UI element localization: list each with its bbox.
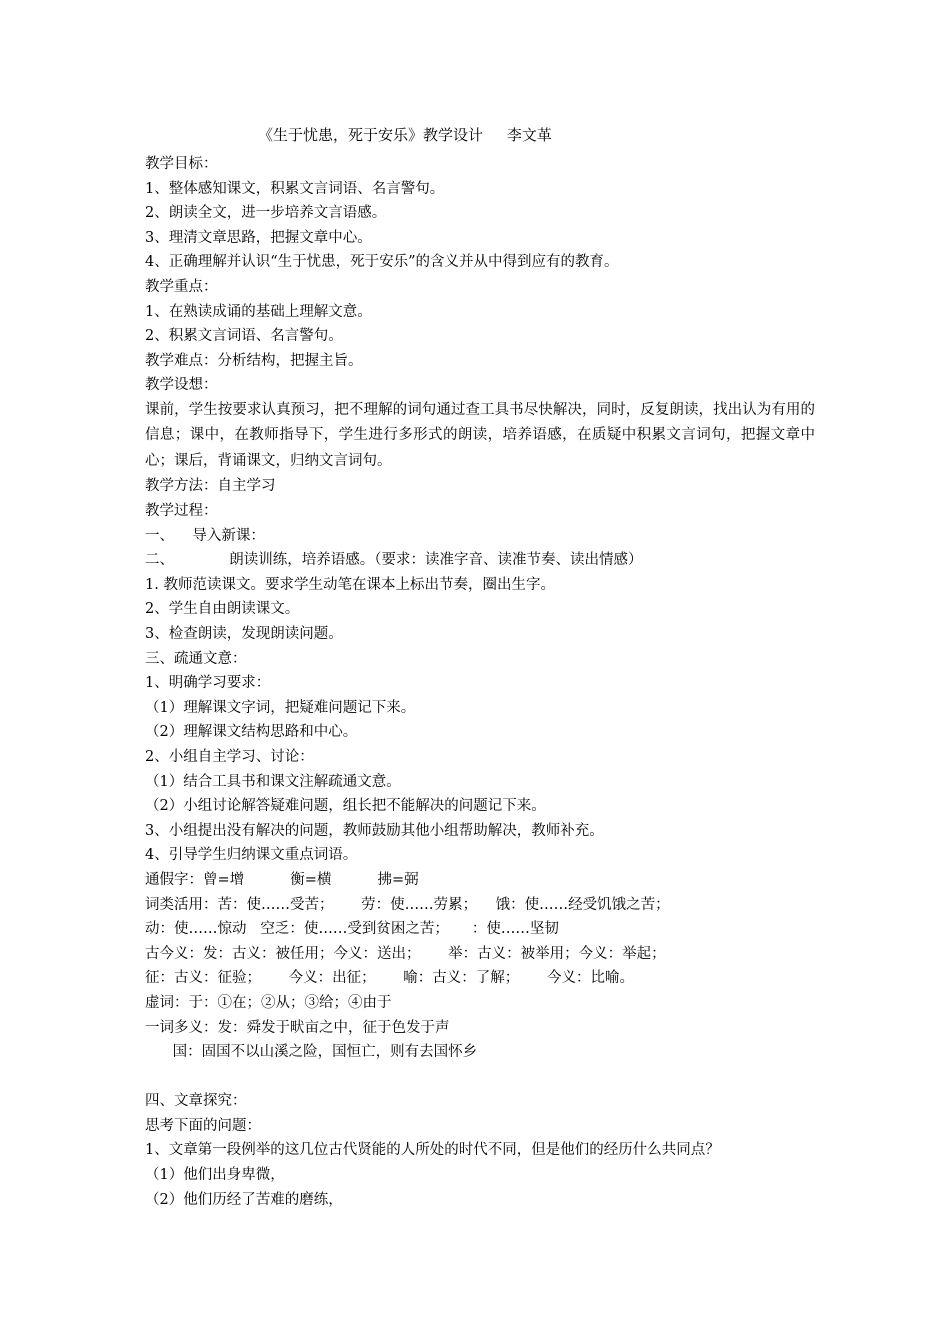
document-line: 2、学生自由朗读课文。 xyxy=(145,601,300,618)
document-line: 1. 教师范读课文。要求学生动笔在课本上标出节奏，圈出生字。 xyxy=(145,576,555,593)
document-line: （2）他们历经了苦难的磨练， xyxy=(145,1191,343,1208)
document-line: 一、 导入新课： xyxy=(145,527,265,544)
document-line: 动：使……惊动 空乏：使……受到贫困之苦； ：使……坚韧 xyxy=(145,921,559,938)
document-line: 国：固国不以山溪之险，国恒亡，则有去国怀乡 xyxy=(145,1044,478,1061)
document-line xyxy=(145,1065,815,1090)
document-line: 2、积累文言词语、名言警句。 xyxy=(145,328,343,345)
document-line: 教学过程： xyxy=(145,503,218,520)
document-line: 课前，学生按要求认真预习，把不理解的词句通过查工具书尽快解决，同时，反复朗读，找出认为有用的信息；课中，在教师指导下，学生进行多形式的朗读，培养语感，在质疑中积累文言词句，把握文章中心；课后，背诵课文，归纳文言词句。 xyxy=(145,401,815,469)
document-line: （2）小组讨论解答疑难问题，组长把不能解决的问题记下来。 xyxy=(145,798,546,815)
document-line: （1）他们出身卑微， xyxy=(145,1167,285,1184)
document-line: 三、疏通文意： xyxy=(145,650,247,667)
document-line: 四、文章探究： xyxy=(145,1093,247,1110)
document-line: 教学方法：自主学习 xyxy=(145,478,276,495)
document-line: 词类活用：苦：使……受苦； 劳：使……劳累； 饿：使……经受饥饿之苦； xyxy=(145,896,670,913)
document-line: 教学目标： xyxy=(145,156,218,172)
document-line: 教学难点：分析结构，把握主旨。 xyxy=(145,352,363,369)
document-line: 3、理清文章思路，把握文章中心。 xyxy=(145,229,372,246)
document-line: 教学设想： xyxy=(145,377,218,394)
document-line: 1、明确学习要求： xyxy=(145,675,271,692)
document-line: 教学重点： xyxy=(145,278,218,295)
document-line: 2、朗读全文，进一步培养文言语感。 xyxy=(145,205,387,222)
document-line: 4、引导学生归纳课文重点词语。 xyxy=(145,847,358,864)
document-line: 1、整体感知课文，积累文言词语、名言警句。 xyxy=(145,180,445,197)
document-line: 3、检查朗读，发现朗读问题。 xyxy=(145,626,343,642)
document-title: 《生于忧患，死于安乐》教学设计 李文革 xyxy=(258,126,552,144)
document-line: 二、 朗读训练，培养语感。（要求：读准字音、读准节奏、读出情感） xyxy=(145,552,643,569)
document-line: （2）理解课文结构思路和中心。 xyxy=(145,724,358,741)
document-body xyxy=(145,152,815,1212)
document-line: 1、文章第一段例举的这几位古代贤能的人所处的时代不同，但是他们的经历什么共同点？ xyxy=(145,1142,720,1159)
document-line: 2、小组自主学习、讨论： xyxy=(145,748,314,765)
document-line: 通假字：曾=增 衡=横 拂=弼 xyxy=(145,871,419,888)
document-line: （1）理解课文字词，把疑难问题记下来。 xyxy=(145,699,416,716)
document-line: 古今义：发：古义：被任用；今义：送出； 举：古义：被举用；今义：举起； xyxy=(145,945,666,962)
document-line: 思考下面的问题： xyxy=(145,1117,261,1134)
document-line: 4、正确理解并认识“生于忧患，死于安乐”的含义并从中得到应有的教育。 xyxy=(145,254,619,271)
document-line: 征：古义：征验； 今义：出征； 喻：古义：了解； 今义：比喻。 xyxy=(145,970,634,987)
document-line: 虚词：于：①在；②从；③给；④由于 xyxy=(145,994,392,1011)
document-line: 一词多义：发：舜发于畎亩之中，征于色发于声 xyxy=(145,1019,450,1036)
document-line: （1）结合工具书和课文注解疏通文意。 xyxy=(145,773,401,790)
document-line: 3、小组提出没有解决的问题，教师鼓励其他小组帮助解决，教师补充。 xyxy=(145,822,604,839)
document-line: 1、在熟读成诵的基础上理解文意。 xyxy=(145,303,372,320)
